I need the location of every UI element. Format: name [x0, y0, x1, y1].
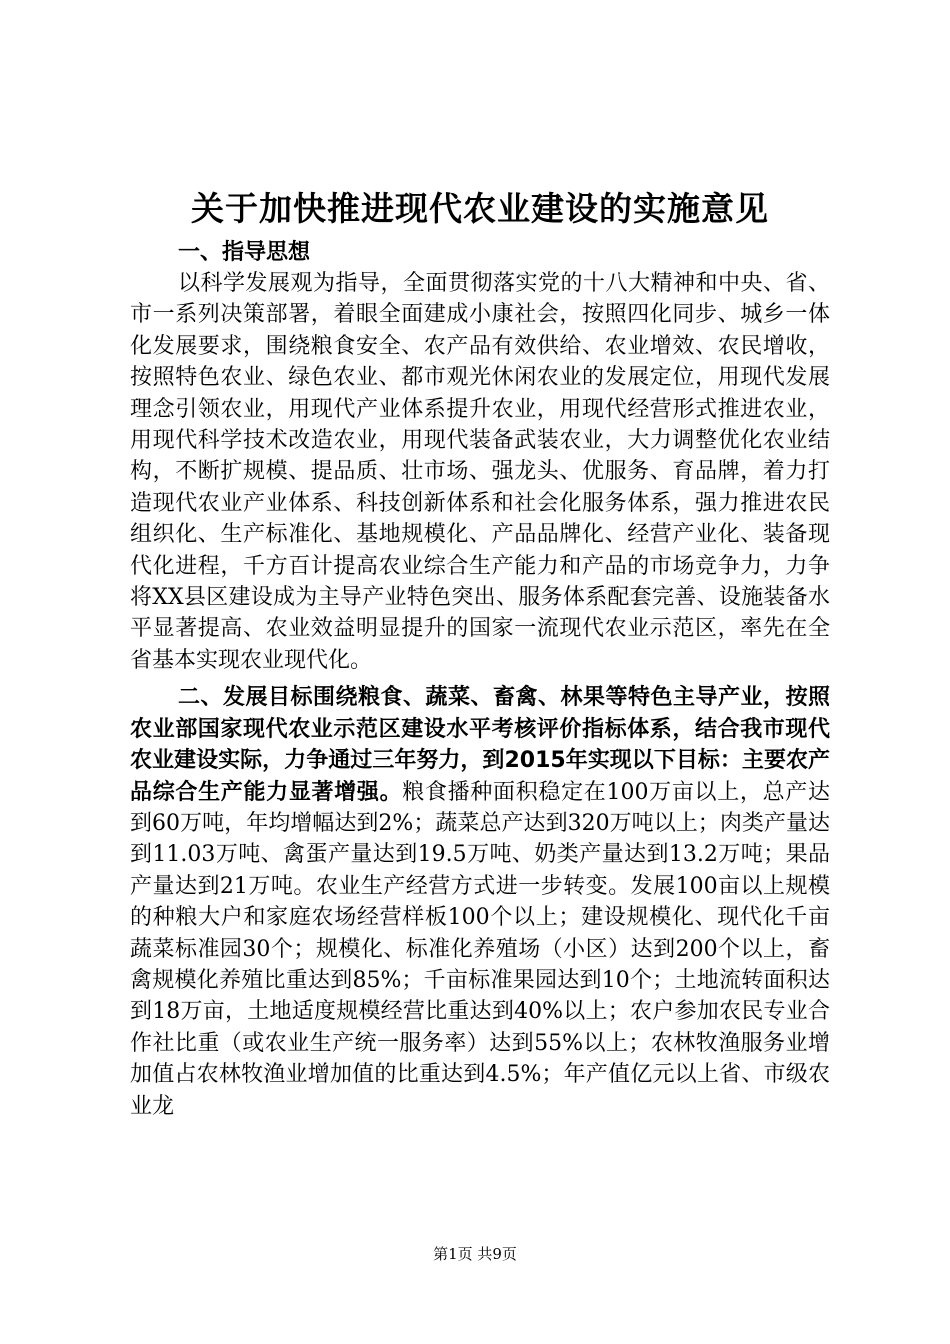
document-title: 关于加快推进现代农业建设的实施意见 [191, 189, 769, 228]
page-footer: 第1页 共9页 [433, 1245, 517, 1263]
development-goals-body: 粮食播种面积稳定在100万亩以上，总产达到60万吨，年均增幅达到2%；蔬菜总产达到320万吨以上；肉类产量达到11.03万吨、禽蛋产量达到19.5万吨、奶类产量达到13.2万吨；果品产量达到21万吨。农业生产经营方式进一步转变。发展100亩以上规模的种粮大户和家庭农场经营样板100个以上；建设规模化、现代化千亩蔬菜标准园30个；规模化、标准化养殖场（小区）达到200个以上，畜禽规模化养殖比重达到85%；千亩标准果园达到10个；土地流转面积达到18万亩，土地适度规模经营比重达到40%以上；农户参加农民专业合作社比重（或农业生产统一服务率）达到55%以上；农林牧渔服务业增加值占农林牧渔业增加值的比重达到4.5%；年产值亿元以上省、市级农业龙 [130, 779, 830, 1119]
section-heading-development-goals: 二、发展目标围绕粮食、蔬菜、畜禽、林果等特色主导产业，按照农业部国家现代农业示范区建设水平考核评价指标体系，结合我市现代农业建设实际，力争通过三年努力，到2015年实现以下目标：主要农产品综合生产能力显著增强。 [130, 685, 830, 805]
section-heading-guiding-ideology: 一、指导思想 [178, 240, 311, 265]
paragraph-development-goals [130, 682, 830, 1122]
paragraph-guiding-ideology: 以科学发展观为指导，全面贯彻落实党的十八大精神和中央、省、市一系列决策部署，着眼全面建成小康社会，按照四化同步、城乡一体化发展要求，围绕粮食安全、农产品有效供给、农业增效、农民增收，按照特色农业、绿色农业、都市观光休闲农业的发展定位，用现代发展理念引领农业，用现代产业体系提升农业，用现代经营形式推进农业，用现代科学技术改造农业，用现代装备武装农业，大力调整优化农业结构，不断扩规模、提品质、壮市场、强龙头、优服务、育品牌，着力打造现代农业产业体系、科技创新体系和社会化服务体系，强力推进农民组织化、生产标准化、基地规模化、产品品牌化、经营产业化、装备现代化进程，千方百计提高农业综合生产能力和产品的市场竞争力，力争将XX县区建设成为主导产业特色突出、服务体系配套完善、设施装备水平显著提高、农业效益明显提升的国家一流现代农业示范区，率先在全省基本实现农业现代化。 [130, 271, 830, 673]
document-page [130, 185, 830, 1122]
